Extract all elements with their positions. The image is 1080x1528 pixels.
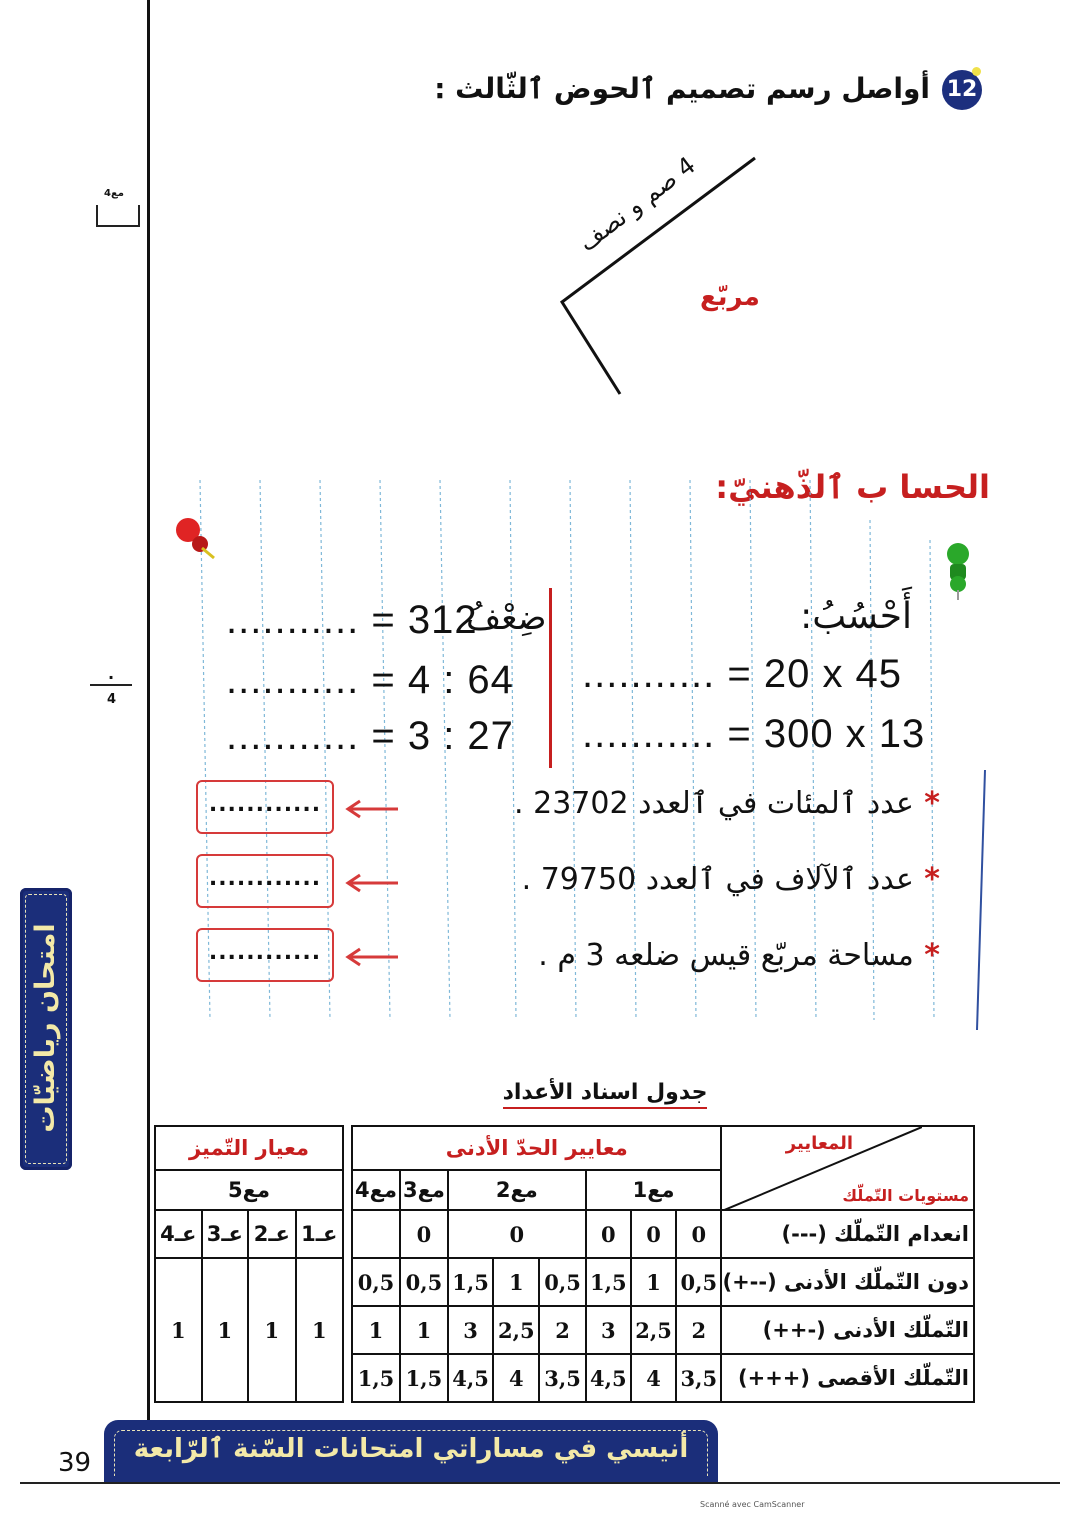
col-m1: مع1: [586, 1170, 722, 1210]
cell: 3,5: [676, 1354, 721, 1402]
table-title: جدول اسناد الأعداد: [0, 1080, 1080, 1105]
col-m4: مع4: [352, 1170, 400, 1210]
level-2: التّملّك الأدنى (-++): [721, 1306, 974, 1354]
excel-cell: 1: [155, 1258, 202, 1402]
cell: 2,5: [493, 1306, 539, 1354]
cell: 4,5: [448, 1354, 493, 1402]
badge-dot-icon: [972, 67, 981, 76]
cell-empty: [352, 1210, 400, 1258]
excel-cell: 1: [202, 1258, 249, 1402]
cell: 2: [676, 1306, 721, 1354]
excel-cell: 1: [248, 1258, 295, 1402]
cell: 1: [493, 1258, 539, 1306]
cell: 1: [352, 1306, 400, 1354]
indicator-2: عـ2: [248, 1210, 295, 1258]
cell: 0,5: [400, 1258, 448, 1306]
cell: 0,5: [676, 1258, 721, 1306]
cell: 1,5: [448, 1258, 493, 1306]
cell: 1,5: [586, 1258, 631, 1306]
indicator-3: عـ3: [202, 1210, 249, 1258]
criteria-corner-cell: [721, 1126, 974, 1210]
bullet-question-2: * عدد ٱلآلاف في ٱلعدد 79750 .: [521, 862, 940, 897]
level-1: دون التّملّك الأدنى (--+): [721, 1258, 974, 1306]
column-divider: [549, 588, 552, 768]
level-0: انعدام التّملّك (---): [721, 1210, 974, 1258]
side-tab-label: امتحان رياضيّات: [30, 923, 61, 1133]
footer-band: [104, 1420, 718, 1482]
cell: 1,5: [352, 1354, 400, 1402]
cell: 0: [400, 1210, 448, 1258]
col-m2: مع2: [448, 1170, 586, 1210]
grading-table-excel: [154, 1125, 344, 1403]
cell: 0: [676, 1210, 721, 1258]
green-pin-icon: [938, 540, 978, 602]
cell: 4: [631, 1354, 676, 1402]
frac-numerator: .: [108, 664, 115, 683]
col-m3: مع3: [400, 1170, 448, 1210]
answer-box-1[interactable]: ............: [196, 780, 334, 834]
excel-criteria-header: معيار التّميز: [155, 1126, 343, 1170]
calc-right-row-2: ........... = 300 x 13: [582, 712, 926, 756]
double-label: ضِعْفُ: [466, 598, 547, 638]
cell: 1,5: [400, 1354, 448, 1402]
bullet-question-1: * عدد ٱلمئات في ٱلعدد 23702 .: [514, 786, 940, 821]
criteria-header: المعايير: [785, 1133, 853, 1154]
cell: 3,5: [539, 1354, 585, 1402]
cell: 2: [539, 1306, 585, 1354]
excel-cell: 1: [296, 1258, 344, 1402]
mental-calc-title: الحسا ب ٱلذّهنيّ:: [715, 468, 990, 506]
cell: 0: [448, 1210, 586, 1258]
grading-table-min: [351, 1125, 975, 1403]
bullet-question-3: * مساحة مربّع قيس ضلعه 3 م .: [538, 938, 940, 973]
cell: 4: [493, 1354, 539, 1402]
levels-header: مستويات التّملّك: [842, 1186, 969, 1205]
score-bracket: [96, 205, 140, 227]
indicator-4: عـ4: [155, 1210, 202, 1258]
margin-line: [147, 0, 150, 1482]
cell: 1: [400, 1306, 448, 1354]
side-tab: [20, 888, 72, 1170]
cell: 0: [586, 1210, 631, 1258]
cell: 4,5: [586, 1354, 631, 1402]
frac-line: [90, 684, 132, 686]
level-3: التّملّك الأقصى (+++): [721, 1354, 974, 1402]
scanner-note: Scanné avec CamScanner: [700, 1500, 805, 1509]
cell: 2,5: [631, 1306, 676, 1354]
cell: 1: [631, 1258, 676, 1306]
answer-box-3[interactable]: ............: [196, 928, 334, 982]
cell: 0,5: [352, 1258, 400, 1306]
shape-label: مربّع: [700, 282, 760, 312]
cell: 3: [448, 1306, 493, 1354]
exercise-number: 12: [942, 70, 982, 110]
exercise-title: أواصل رسم تصميم ٱلحوض ٱلثّالث :: [434, 72, 930, 105]
answer-box-2[interactable]: ............: [196, 854, 334, 908]
footer-text: أنيسي في مساراتي امتحانات السّنة ٱلرّابعة: [133, 1434, 689, 1464]
cell: 3: [586, 1306, 631, 1354]
min-criteria-header: معايير الحدّ الأدنى: [352, 1126, 721, 1170]
frac-denominator: 4: [107, 692, 117, 707]
calc-left-row-3: ........... = 3 : 27: [226, 714, 514, 758]
calc-label: أَحْسُبُ:: [800, 596, 912, 637]
calc-left-row-1: ........... = 312: [226, 598, 478, 642]
calc-left-row-2: ........... = 4 : 64: [226, 658, 514, 702]
margin-mark-top: مع4: [104, 188, 124, 199]
side-length-label: 4 صم و نصف: [573, 151, 701, 257]
page-number: 39: [58, 1448, 92, 1478]
cell: 0,5: [539, 1258, 585, 1306]
calc-right-row-1: ........... = 20 x 45: [582, 652, 903, 696]
col-m5: مع5: [155, 1170, 343, 1210]
red-pin-icon: [170, 512, 224, 566]
cell: 0: [631, 1210, 676, 1258]
arrows: [340, 795, 404, 975]
indicator-1: عـ1: [296, 1210, 344, 1258]
bottom-rule: [20, 1482, 1060, 1484]
